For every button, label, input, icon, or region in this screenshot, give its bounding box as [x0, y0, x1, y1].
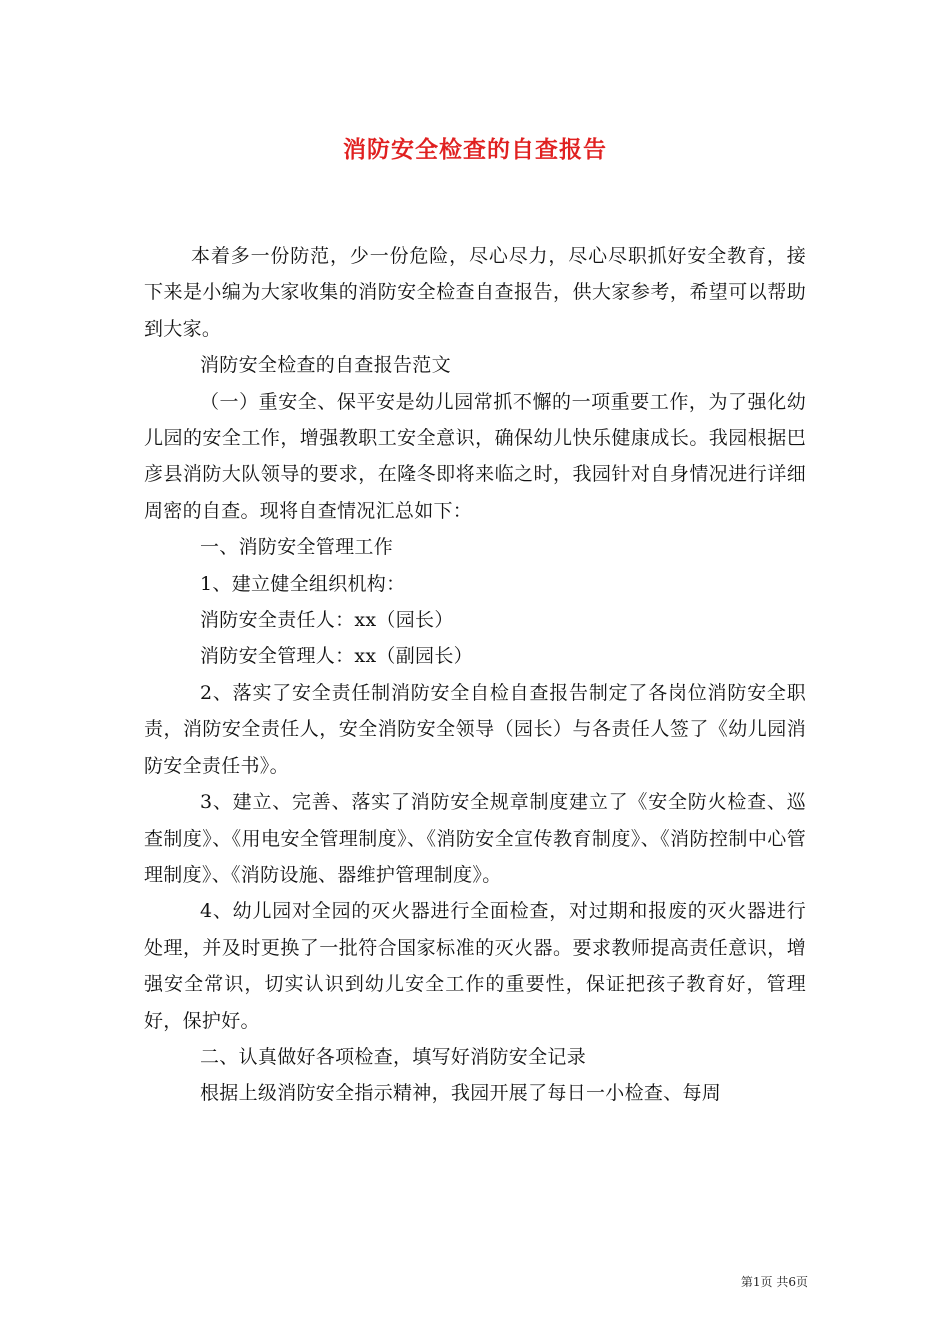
paragraph: （一）重安全、保平安是幼儿园常抓不懈的一项重要工作，为了强化幼儿园的安全工作，增强教职工安全意识，确保幼儿快乐健康成长。我园根据巴彦县消防大队领导的要求，在隆冬即将来临之时，我园针对自身情况进行详细周密的自查。现将自查情况汇总如下：	[144, 390, 806, 522]
document-title: 消防安全检查的自查报告	[343, 136, 607, 163]
paragraph: 消防安全管理人：xx（副园长）	[200, 645, 473, 668]
footer-total-pages: 6	[788, 1275, 796, 1289]
footer-middle: 页 共	[760, 1275, 789, 1289]
paragraph: 3、建立、完善、落实了消防安全规章制度建立了《安全防火检查、巡查制度》、《用电安全管理制度》、《消防安全宣传教育制度》、《消防控制中心管理制度》、《消防设施、器维护管理制度》。	[144, 791, 806, 886]
page-footer	[741, 1274, 808, 1290]
paragraph: 根据上级消防安全指示精神，我园开展了每日一小检查、每周	[200, 1082, 722, 1105]
footer-prefix: 第	[740, 1275, 753, 1289]
paragraph: 消防安全责任人：xx（园长）	[200, 609, 454, 632]
paragraph: 4、幼儿园对全园的灭火器进行全面检查，对过期和报废的灭火器进行处理，并及时更换了一批符合国家标准的灭火器。要求教师提高责任意识，增强安全常识，切实认识到幼儿安全工作的重要性，保证把孩子教育好，管理好，保护好。	[144, 900, 806, 1032]
section-heading: 二、认真做好各项检查，填写好消防安全记录	[200, 1045, 587, 1068]
section-heading: 一、消防安全管理工作	[200, 536, 394, 559]
footer-suffix: 页	[795, 1275, 808, 1289]
document-body	[144, 238, 806, 1112]
paragraph: 本着多一份防范，少一份危险，尽心尽力，尽心尽职抓好安全教育，接下来是小编为大家收集的消防安全检查自查报告，供大家参考，希望可以帮助到大家。	[144, 245, 806, 340]
paragraph: 1、建立健全组织机构：	[200, 572, 406, 595]
paragraph: 2、落实了安全责任制消防安全自检自查报告制定了各岗位消防安全职责，消防安全责任人，安全消防安全领导（园长）与各责任人签了《幼儿园消防安全责任书》。	[144, 681, 806, 777]
paragraph: 消防安全检查的自查报告范文	[200, 354, 451, 377]
footer-current-page: 1	[752, 1275, 761, 1289]
